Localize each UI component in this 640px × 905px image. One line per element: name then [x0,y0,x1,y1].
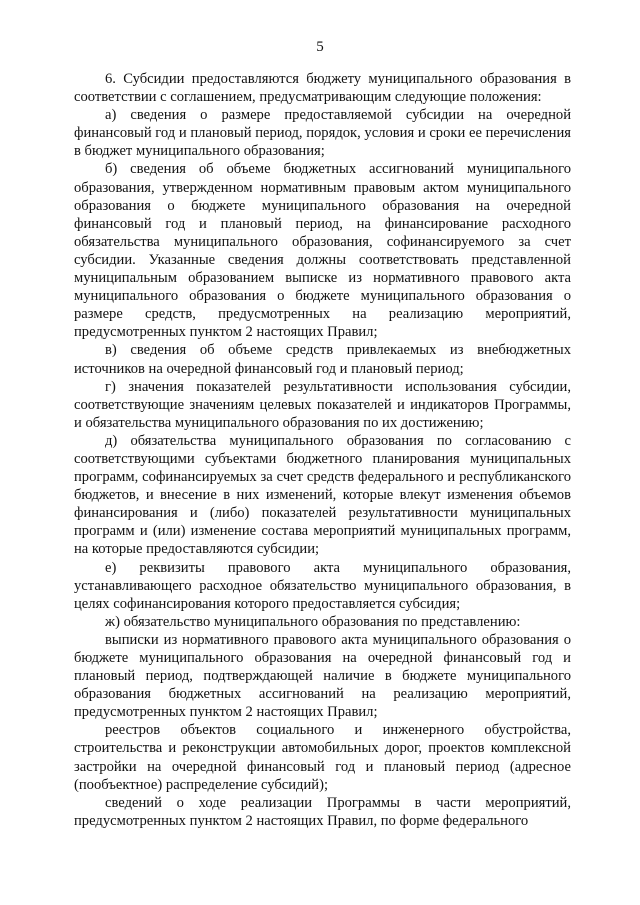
paragraph-item-d: д) обязательства муниципального образования по согласованию с соответствующими субъектами бюджетного планирования муниципальных программ, софинансируемых за счет средств федерального и республиканского бюджетов, и внесение в них изменений, которые влекут изменения объемов финансирования и (либо) показателей результативности муниципальных программ и (или) изменение состава мероприятий муниципальных программ, на которые предоставляются субсидии; [74,432,571,558]
paragraph-progress-info: сведений о ходе реализации Программы в части мероприятий, предусмотренных пунктом 2 настоящих Правил, по форме федерального [74,794,571,829]
paragraph-item-e: е) реквизиты правового акта муниципального образования, устанавливающего расходное обязательство муниципального образования, в целях софинансирования которого предоставляется субсидия; [74,559,571,612]
paragraph-item-v: в) сведения об объеме средств привлекаемых из внебюджетных источников на очередной финансовый год и плановый период; [74,342,571,377]
paragraph-6-intro: 6. Субсидии предоставляются бюджету муниципального образования в соответствии с соглашением, предусматривающим следующие положения: [74,71,571,106]
paragraph-item-g: г) значения показателей результативности использования субсидии, соответствующие значениям целевых показателей и индикаторов Программы, и обязательства муниципального образования по их достижению; [74,378,571,431]
paragraph-item-a: а) сведения о размере предоставляемой субсидии на очередной финансовый год и плановый период, порядок, условия и сроки ее перечисления в бюджет муниципального образования; [74,107,571,160]
paragraph-item-b: б) сведения об объеме бюджетных ассигнований муниципального образования, утвержденном нормативным правовым актом муниципального образования о бюджете муниципального образования на очередной финансовый год и плановый период, на финансирование расходного обязательства муниципального образования, софинансируемого за счет субсидии. Указанные сведения должны соответствовать представленной муниципальным образованием выписке из нормативного правового акта муниципального образования о бюджете муниципального образования о размере средств, предусмотренных на реализацию мероприятий, предусмотренных пунктом 2 настоящих Правил; [74,161,571,341]
document-body [74,70,571,830]
paragraph-extract: выписки из нормативного правового акта муниципального образования о бюджете муниципального образования на очередной финансовый год и плановый период, подтверждающей наличие в бюджете муниципального образования бюджетных ассигнований на реализацию мероприятий, предусмотренных пунктом 2 настоящих Правил; [74,631,571,721]
page-number: 5 [316,39,324,55]
paragraph-item-zh: ж) обязательство муниципального образования по представлению: [105,613,521,630]
paragraph-registries: реестров объектов социального и инженерного обустройства, строительства и реконструкции автомобильных дорог, проектов комплексной застройки на очередной финансовый год и плановый период (адресное (пообъектное) распределение субсидий); [74,722,571,793]
